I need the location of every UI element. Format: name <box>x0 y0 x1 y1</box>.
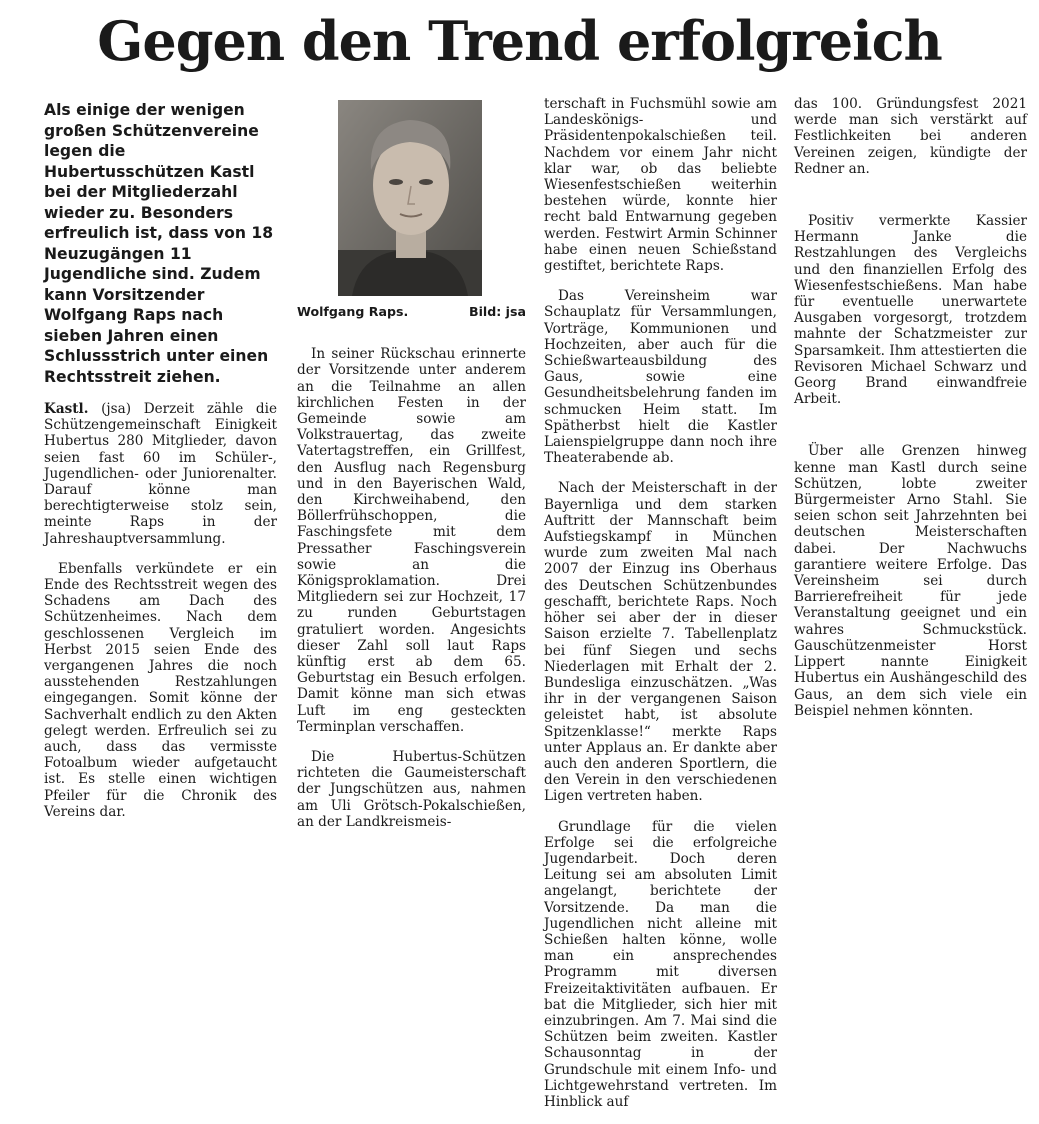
body-paragraph: In seiner Rückschau erinnerte der Vorsitzende unter anderem an die Teilnahme an allen kirchlichen Festen in der Gemeinde sowie am Volkstrauertag, das zweite Vatertagstreffen, ein Grillfest, den Ausflug nach Regensburg und in den Bayerischen Wald, den Kirchweihabend, den Böllerfrühschoppen, die Faschingsfete mit dem Pressather Faschingsverein sowie an die Königsproklamation. Drei Mitgliedern sei zur Hochzeit, 17 zu runden Geburtstagen gratuliert worden. Angesichts dieser Zahl soll laut Raps künftig erst ab dem 65. Geburtstag ein Besuch erfolgen. Damit könne man sich etwas Luft im eng gesteckten Terminplan verschaffen. <box>297 346 526 735</box>
portrait-photo <box>338 100 482 296</box>
column-3 <box>544 96 777 1124</box>
dateline: Kastl. <box>44 401 89 417</box>
body-paragraph: Nach der Meisterschaft in der Bayernliga und dem starken Auftritt der Mannschaft beim Aufstiegskampf in München wurde zum zweiten Mal nach 2007 der Einzug ins Oberhaus des Deutschen Schützenbundes geschafft, berichtete Raps. Noch höher sei aber der in dieser Saison erzielte 7. Tabellenplatz bei fünf Siegen und sechs Niederlagen mit Erhalt der 2. Bundesliga einzuschätzen. „Was ihr in der vergangenen Saison geleistet habt, ist absolute Spitzenklasse!“ merkte Raps unter Applaus an. Er dankte aber auch den anderen Sportlern, die den Verein in den verschiedenen Ligen vertreten haben. <box>544 480 777 805</box>
body-paragraph: Ebenfalls verkündete er ein Ende des Rechtsstreit wegen des Schadens am Dach des Schützenheimes. Nach dem geschlossenen Vergleich im Herbst 2015 seien Ende des vergangenen Jahres die noch ausstehenden Restzahlungen eingegangen. Somit könne der Sachverhalt endlich zu den Akten gelegt werden. Erfreulich sei zu auch, dass das vermisste Fotoalbum wieder aufgetaucht ist. Es stelle einen wichtigen Pfeiler für die Chronik des Vereins dar. <box>44 560 277 820</box>
body-paragraph <box>44 401 277 547</box>
body-paragraph: terschaft in Fuchsmühl sowie am Landeskönigs- und Präsidentenpokalschießen teil. Nachdem vor einem Jahr nicht klar war, ob das beliebte Wiesenfestschießen weiterhin bestehen würde, konnte hier recht bald Entwarnung gegeben werden. Festwirt Armin Schinner habe einen neuen Schießstand gestiftet, berichtete Raps. <box>544 96 777 275</box>
body-paragraph: Über alle Grenzen hinweg kenne man Kastl durch seine Schützen, lobte zweiter Bürgermeister Arno Stahl. Sie seien schon seit Jahrzehnten bei deutschen Meisterschaften dabei. Der Nachwuchs garantiere weitere Erfolge. Das Vereinsheim sei durch Barrierefreiheit für jede Veranstaltung geeignet und ein wahres Schmuckstück. Gauschützenmeister Horst Lippert nannte Einigkeit Hubertus ein Aushängeschild des Gaus, an dem sich viele ein Beispiel nehmen könnten. <box>794 443 1027 719</box>
photo-credit: Bild: jsa <box>469 304 526 319</box>
body-paragraph: Das Vereinsheim war Schauplatz für Versammlungen, Vorträge, Kommunionen und Hochzeiten, aber auch für die Schießwarteausbildung des Gaus, sowie eine Gesundheitsbelehrung fanden im schmucken Heim statt. Im Spätherbst hielt die Kastler Laienspielgruppe dann noch ihre Theaterabende ab. <box>544 288 777 467</box>
photo-caption <box>297 304 526 320</box>
body-paragraph: Positiv vermerkte Kassier Hermann Janke die Restzahlungen des Vergleichs und den finanziellen Erfolg des Wiesenfestschießens. Man habe für eventuelle unerwartete Ausgaben vorgesorgt, trotzdem mahnte der Schatzmeister zur Sparsamkeit. Ihm attestierten die Revisoren Michael Schwarz und Georg Brand einwandfreie Arbeit. <box>794 213 1027 408</box>
headline: Gegen den Trend erfolgreich <box>97 9 942 73</box>
column-2 <box>297 100 526 844</box>
body-paragraph: Die Hubertus-Schützen richteten die Gaumeisterschaft der Jungschützen aus, nahmen am Uli Grötsch-Pokalschießen, an der Landkreismeis- <box>297 749 526 830</box>
body-paragraph: das 100. Gründungsfest 2021 werde man sich verstärkt auf Festlichkeiten bei anderen Vereinen zeigen, kündigte der Redner an. <box>794 96 1027 177</box>
caption-text: Wolfgang Raps. <box>297 304 409 319</box>
column-1 <box>44 96 277 834</box>
portrait-image <box>338 100 482 296</box>
lead-paragraph: Als einige der wenigen großen Schützenvereine legen die Hubertusschützen Kastl bei der Mitgliederzahl wieder zu. Besonders erfreulich ist, dass von 18 Neuzugängen 11 Jugendliche sind. Zudem kann Vorsitzender Wolfgang Raps nach sieben Jahren einen Schlussstrich unter einen Rechtsstreit ziehen. <box>44 101 274 386</box>
body-text: (jsa) Derzeit zähle die Schützengemeinschaft Einigkeit Hubertus 280 Mitglieder, davon seien fast 60 im Schüler-, Jugendlichen- oder Juniorenalter. Darauf könne man berechtigterweise stolz sein, meinte Raps in der Jahreshauptversammlung. <box>44 401 277 547</box>
column-4 <box>794 96 1027 733</box>
body-paragraph: Grundlage für die vielen Erfolge sei die erfolgreiche Jugendarbeit. Doch deren Leitung sei am absoluten Limit angelangt, berichtete der Vorsitzende. Da man die Jugendlichen nicht alleine mit Schießen halten könne, wolle man ein ansprechendes Programm mit diversen Freizeitaktivitäten aufbauen. Er bat die Mitglieder, sich hier mit einzubringen. Am 7. Mai sind die Schützen beim zweiten. Kastler Schausonntag in der Grundschule mit einem Info- und Lichtgewehrstand vertreten. Im Hinblick auf <box>544 818 777 1110</box>
